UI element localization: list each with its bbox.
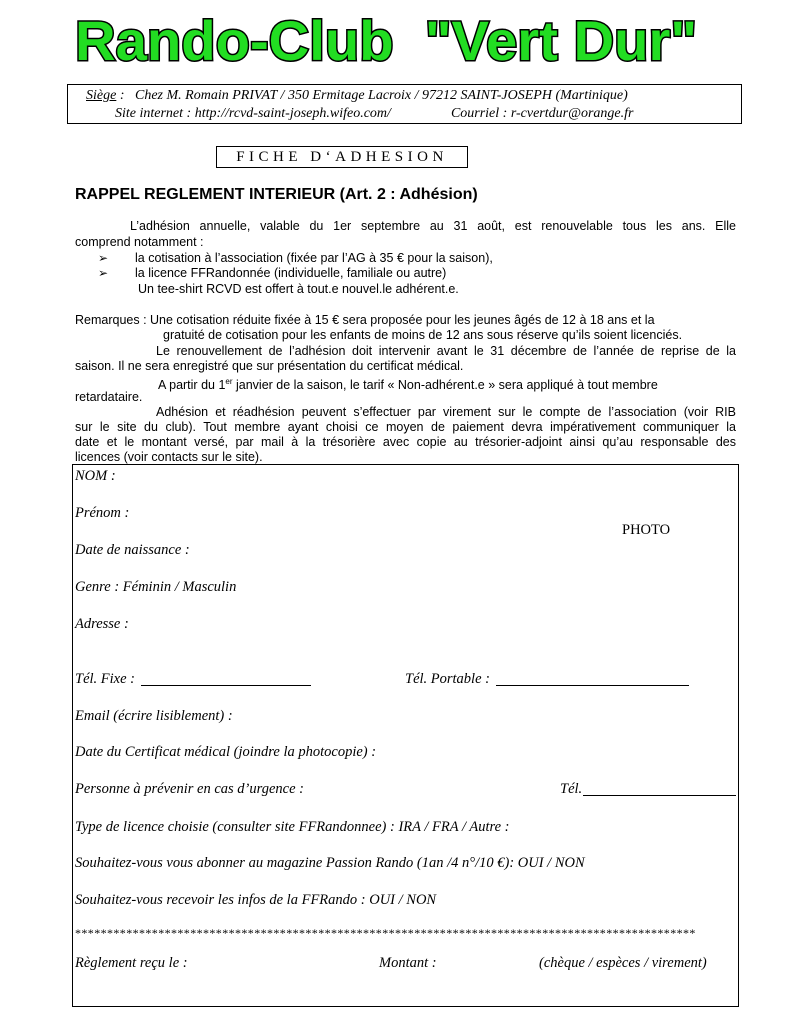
tel-portable-blank-line[interactable] [496, 685, 689, 686]
infos-question[interactable]: Souhaitez-vous recevoir les infos de la FFRando : OUI / NON [75, 892, 437, 908]
adresse-field-label[interactable]: Adresse : [75, 616, 129, 632]
janvier-pre: A partir du 1 [158, 378, 226, 393]
club-title-text: Rando-Club "Vert Dur" [75, 9, 697, 72]
naissance-field-label[interactable]: Date de naissance : [75, 542, 190, 558]
tshirt-line: Un tee-shirt RCVD est offert à tout.e nouvel.le adhérent.e. [138, 282, 459, 296]
janvier-line-2: retardataire. [75, 390, 143, 404]
urgence-field-label[interactable]: Personne à prévenir en cas d’urgence : [75, 781, 304, 797]
photo-placeholder: PHOTO [622, 522, 671, 538]
bullet-arrow-icon: ➢ [98, 266, 109, 280]
reglement-field-label[interactable]: Règlement reçu le : [75, 955, 188, 971]
tel-portable-field-label[interactable]: Tél. Portable : [405, 671, 490, 687]
prenom-field-label[interactable]: Prénom : [75, 505, 130, 521]
separator-stars: ************************************************************************************************* [75, 926, 696, 940]
genre-field-label[interactable]: Genre : Féminin / Masculin [75, 579, 237, 595]
rib-line-4: licences (voir contacts sur le site). [75, 450, 263, 464]
urgence-tel-label[interactable]: Tél. [560, 781, 583, 797]
siege-line [86, 87, 628, 105]
renouvellement-line-2: saison. Il ne sera enregistré que sur présentation du certificat médical. [75, 359, 464, 373]
janvier-post: janvier de la saison, le tarif « Non-adhérent.e » sera appliqué à tout membre [232, 378, 658, 393]
renouvellement-line-1: Le renouvellement de l’adhésion doit intervenir avant le 31 décembre de l’année de reprise de la [156, 344, 736, 358]
rib-line-3: date et le montant versé, par mail à la trésorière avec copie au trésorier-adjoint ainsi qu’au responsable des [75, 435, 736, 449]
siege-colon: : [116, 88, 125, 103]
magazine-question[interactable]: Souhaitez-vous vous abonner au magazine Passion Rando (1an /4 n°/10 €): OUI / NON [75, 855, 585, 871]
janvier-line-1 [158, 374, 736, 393]
bullet-arrow-icon: ➢ [98, 251, 109, 265]
intro-line-1: L’adhésion annuelle, valable du 1er septembre au 31 août, est renouvelable tous les ans. Elle [130, 219, 736, 233]
club-title-graphic [0, 2, 793, 72]
rib-line-1: Adhésion et réadhésion peuvent s’effectuer par virement sur le compte de l’association (voir RIB [156, 405, 736, 419]
janvier-text [158, 374, 658, 393]
remarques-line-2: gratuité de cotisation pour les enfants de moins de 12 ans sous réserve qu’ils soient licenciés. [163, 328, 683, 342]
bullet-cotisation: la cotisation à l’association (fixée par l’AG à 35 € pour la saison), [135, 251, 493, 265]
club-title [0, 2, 793, 72]
tel-fixe-blank-line[interactable] [141, 685, 311, 686]
licence-type-field-label[interactable]: Type de licence choisie (consulter site FFRandonnee) : IRA / FRA / Autre : [75, 819, 510, 835]
fiche-title: FICHE D‘ADHESION [216, 146, 468, 168]
site-internet[interactable]: Site internet : http://rcvd-saint-joseph.wifeo.com/ [115, 106, 391, 121]
montant-field-label[interactable]: Montant : [379, 955, 437, 971]
club-info-box [67, 84, 742, 124]
email-field-label[interactable]: Email (écrire lisiblement) : [75, 708, 233, 724]
siege-label: Siège [86, 88, 117, 103]
tel-fixe-field-label[interactable]: Tél. Fixe : [75, 671, 135, 687]
rib-line-2: sur le site du club). Tout membre ayant choisi ce moyen de paiement devra impérativement communiquer la [75, 420, 736, 434]
payment-modes: (chèque / espèces / virement) [539, 955, 707, 971]
janvier-sup: er [225, 377, 233, 386]
remarques-line-1: Remarques : Une cotisation réduite fixée à 15 € sera proposée pour les jeunes âgés de 12 à 18 ans et la [75, 313, 655, 327]
intro-line-2: comprend notamment : [75, 235, 204, 249]
contact-line [115, 105, 633, 123]
nom-field-label[interactable]: NOM : [75, 468, 116, 484]
courriel[interactable]: Courriel : r-cvertdur@orange.fr [450, 106, 634, 121]
bullet-licence: la licence FFRandonnée (individuelle, familiale ou autre) [135, 266, 447, 280]
siege-value: Chez M. Romain PRIVAT / 350 Ermitage Lacroix / 97212 SAINT-JOSEPH (Martinique) [135, 88, 628, 103]
urgence-tel-blank-line[interactable] [583, 795, 736, 796]
certificat-field-label[interactable]: Date du Certificat médical (joindre la photocopie) : [75, 744, 377, 760]
rappel-heading: RAPPEL REGLEMENT INTERIEUR (Art. 2 : Adhésion) [75, 186, 478, 203]
